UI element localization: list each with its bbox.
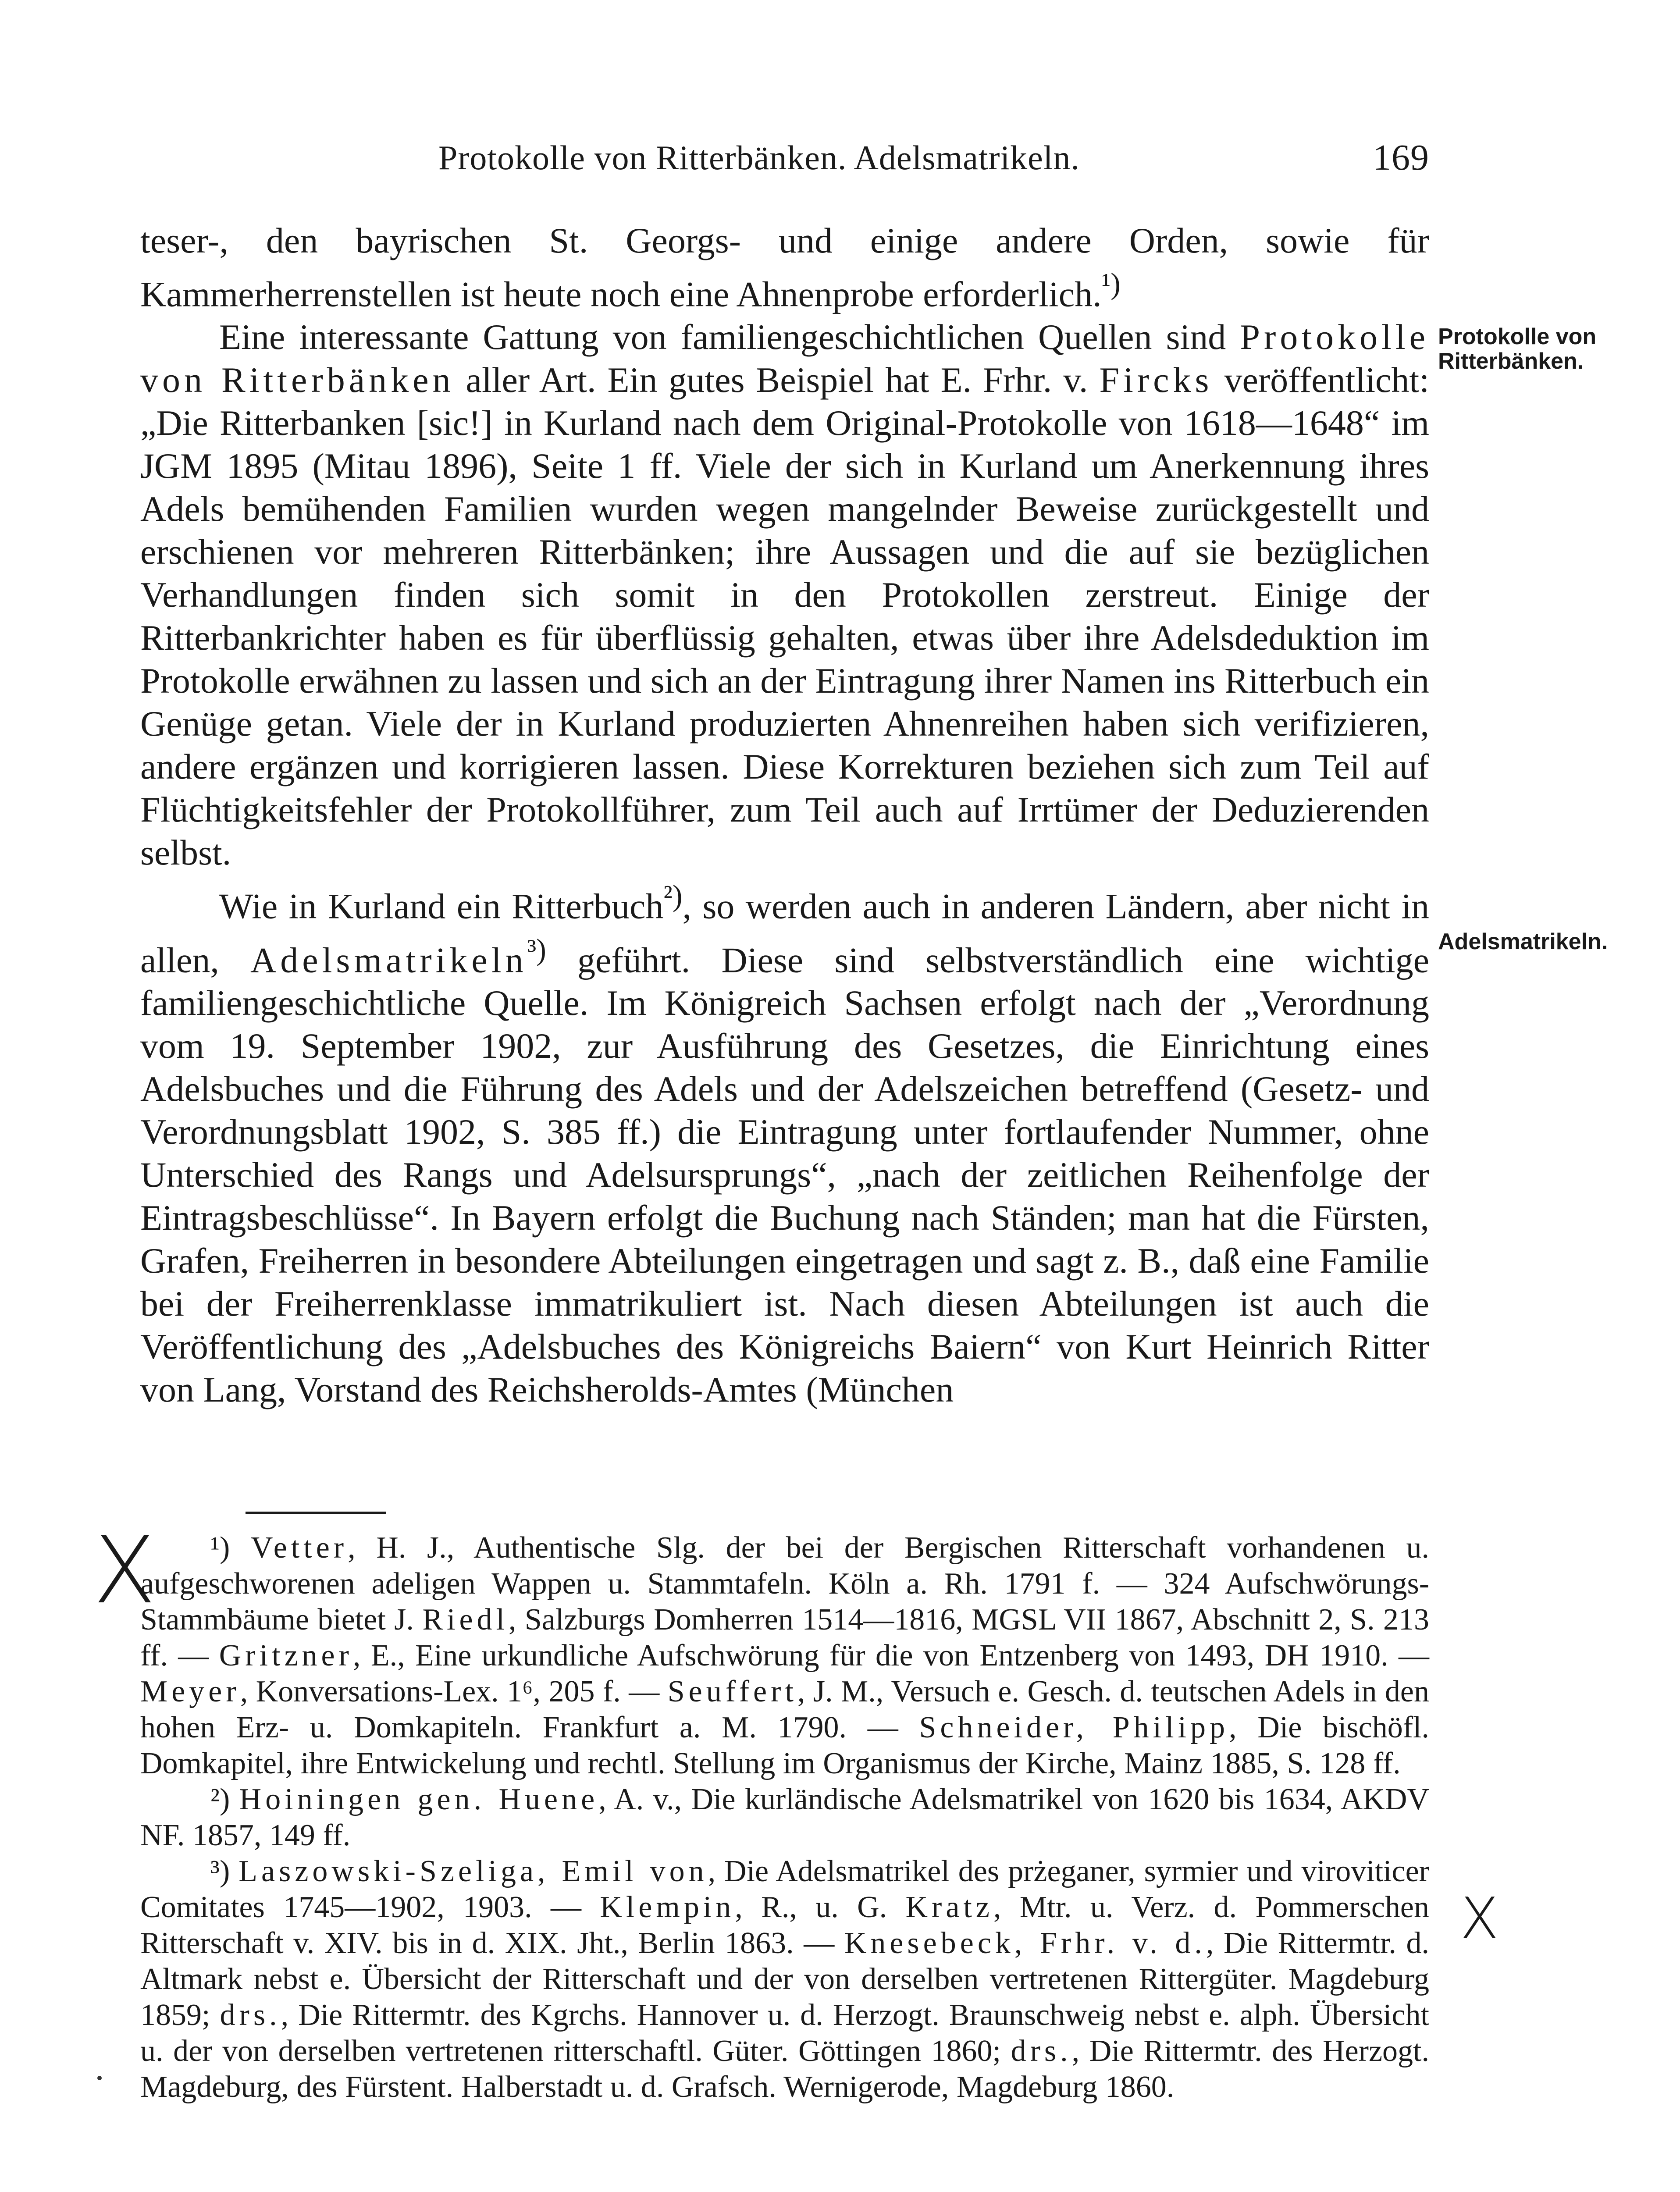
footnote-ref-1: ¹) (1101, 267, 1121, 300)
footnote-text: , Die Rittermtr. des Herzogt. Magdeburg, des Fürstent. Halberstadt u. d. Grafsch. Wernigerode, Magdeburg 1860. (140, 2034, 1430, 2104)
footnote-author: Vetter (250, 1531, 348, 1565)
running-title: Protokolle von Ritterbänken. Adelsmatrikeln. (438, 139, 1080, 177)
footnote-ref-2: ²) (663, 879, 683, 913)
margin-note-protokolle: Protokolle von Ritterbänken. (1438, 324, 1597, 374)
footnote-author: Klempin (600, 1890, 735, 1924)
footnote-text: , A. v., Die kurländische Adelsmatrikel von 1620 bis 1634, AKDV NF. 1857, 149 ff. (140, 1783, 1430, 1852)
footnote-author: Laszowski-Szeliga, Emil von (238, 1854, 708, 1888)
footnote-2-marker: ²) (210, 1783, 230, 1816)
emphasis-protokolle: Protokolle von Ritterbänken (140, 317, 1429, 400)
emphasis-fircks: Fircks (1099, 360, 1213, 400)
footnote-author: Schneider, Philipp (919, 1711, 1229, 1744)
footnote-text: , H. J., Authentische Slg. der bei der Bergischen Ritterschaft vorhandenen u. aufgeschworenen adeligen Wappen u. Stammtafeln. Köln a. Rh. 1791 f. — 324 Aufschwörungs-Stammbäume bietet J. (140, 1531, 1430, 1637)
paragraph-2-text-a: Eine interessante Gattung von familiengeschichtlichen Quellen sind (219, 317, 1240, 357)
footnote-1 (140, 1530, 1429, 1782)
footnote-text: , Konversations-Lex. 1⁶, 205 f. — (240, 1675, 668, 1708)
paragraph-3-text-d: geführt. Diese sind selbstverständlich eine wichtige familiengeschichtliche Quelle. Im Königreich Sachsen erfolgt nach der „Verordnung vom 19. September 1902, zur Ausführung des Gesetzes, die Einrichtung eines Adelsbuches und die Führung des Adels und der Adelszeichen betreffend (Gesetz- und Verordnungsblatt 1902, S. 385 ff.) die Eintragung unter fortlaufender Nummer, ohne Unterschied des Rangs und Adelsursprungs“, „nach der zeitlichen Reihenfolge der Eintragsbeschlüsse“. In Bayern erfolgt die Buchung nach Ständen; man hat die Fürsten, Grafen, Freiherren in besondere Abteilungen eingetragen und sagt z. B., daß eine Familie bei der Freiherrenklasse immatrikuliert ist. Nach diesen Abteilungen ist auch die Veröffentlichung des „Adelsbuches des Königreichs Baiern“ von Kurt Heinrich Ritter von Lang, Vorstand des Reichsherolds-Amtes (München (140, 939, 1429, 1409)
main-text (140, 219, 1429, 1411)
footnote-author: Kratz (905, 1890, 993, 1924)
footnotes (140, 1530, 1429, 2105)
footnote-3 (140, 1854, 1429, 2105)
footnote-text: , E., Eine urkundliche Aufschwörung für die von Entzenberg von 1493, DH 1910. — (352, 1639, 1429, 1672)
paragraph-3-text-b: , so werden auch in anderen Ländern, aber nicht in allen, (140, 886, 1429, 980)
footnote-text: , Die Rittermtr. des Kgrchs. Hannover u. d. Herzogt. Braunschweig nebst e. alph. Übersicht u. der von derselben vertretenen ritterschaftl. Güter. Göttingen 1860; (140, 1998, 1429, 2068)
footnote-author: Hoiningen gen. Huene (239, 1783, 599, 1816)
footnote-text: , Die Adelsmatrikel des prżeganer, syrmier und viroviticer Comitates 1745—1902, 1903. — (140, 1854, 1429, 1924)
footnote-author: drs. (220, 1998, 281, 2032)
footnote-ref-3: ³) (527, 932, 546, 966)
footnote-text: , Die bischöfl. Domkapitel, ihre Entwickelung und rechtl. Stellung im Organismus der Kirche, Mainz 1885, S. 128 ff. (140, 1711, 1430, 1780)
paragraph-3-text-a: Wie in Kurland ein Ritterbuch (219, 886, 664, 926)
footnote-author: Knesebeck, Frhr. v. d. (844, 1926, 1206, 1960)
handwritten-x-mark-left: X (93, 1517, 156, 1624)
footnote-author: Seuffert (667, 1675, 797, 1708)
handwritten-x-mark-right: X (1460, 1885, 1499, 1952)
footnote-text: , R., u. G. (735, 1890, 906, 1924)
footnote-author: Meyer (140, 1675, 240, 1708)
footnote-author: drs. (1011, 2034, 1072, 2068)
ink-speck (97, 2076, 102, 2080)
footnote-author: Gritzner (219, 1639, 353, 1672)
page-number: 169 (1373, 137, 1429, 178)
emphasis-adelsmatrikeln: Adelsmatrikeln (250, 939, 527, 980)
footnote-text: , Salzburgs Domherren 1514—1816, MGSL VII 1867, Abschnitt 2, S. 213 ff. — (140, 1603, 1429, 1672)
running-head (438, 132, 1429, 184)
paragraph-2 (140, 316, 1429, 874)
paragraph-3 (140, 874, 1429, 1411)
footnote-text: , Die Rittermtr. d. Altmark nebst e. Übersicht der Ritterschaft und der von derselben vertretenen Rittergüter. Magdeburg 1859; (140, 1926, 1430, 2032)
paragraph-2-text-c: aller Art. Ein gutes Beispiel hat E. Frhr. v. (454, 360, 1100, 400)
margin-note-adelsmatrikeln: Adelsmatrikeln. (1438, 929, 1608, 954)
paragraph-2-text-e: veröffentlicht: „Die Ritterbanken [sic!] in Kurland nach dem Original-Protokolle von 1618—1648“ im JGM 1895 (Mitau 1896), Seite 1 ff. Viele der sich in Kurland um Anerkennung ihres Adels bemühenden Familien wurden wegen mangelnder Beweise zurückgestellt und erschienen vor mehreren Ritterbänken; ihre Aussagen und die auf sie bezüglichen Verhandlungen finden sich somit in den Protokollen zerstreut. Einige der Ritterbankrichter haben es für überflüssig gehalten, etwas über ihre Adelsdeduktion im Protokolle erwähnen zu lassen und sich an der Eintragung ihrer Namen ins Ritterbuch ein Genüge getan. Viele der in Kurland produzierten Ahnenreihen haben sich verifizieren, andere ergänzen und korrigieren lassen. Diese Korrekturen beziehen sich zum Teil auf Flüchtigkeitsfehler der Protokollführer, zum Teil auch auf Irrtümer der Deduzierenden selbst. (140, 360, 1429, 873)
footnote-text: , J. M., Versuch e. Gesch. d. teutschen Adels in den hohen Erz- u. Domkapiteln. Frankfurt a. M. 1790. — (140, 1675, 1430, 1744)
footnote-1-marker: ¹) (210, 1531, 230, 1565)
footnote-author: Riedl (422, 1603, 509, 1637)
footnote-divider (246, 1512, 386, 1514)
footnote-text: , Mtr. u. Verz. d. Pommerschen Ritterschaft v. XIV. bis in d. XIX. Jht., Berlin 1863. — (140, 1890, 1429, 1960)
paragraph-1-text: teser-, den bayrischen St. Georgs- und einige andere Orden, sowie für Kammerherrenstellen ist heute noch eine Ahnenprobe erforderlich. (140, 221, 1429, 314)
footnote-2 (140, 1782, 1429, 1854)
paragraph-1 (140, 219, 1429, 316)
footnote-3-marker: ³) (210, 1854, 230, 1888)
